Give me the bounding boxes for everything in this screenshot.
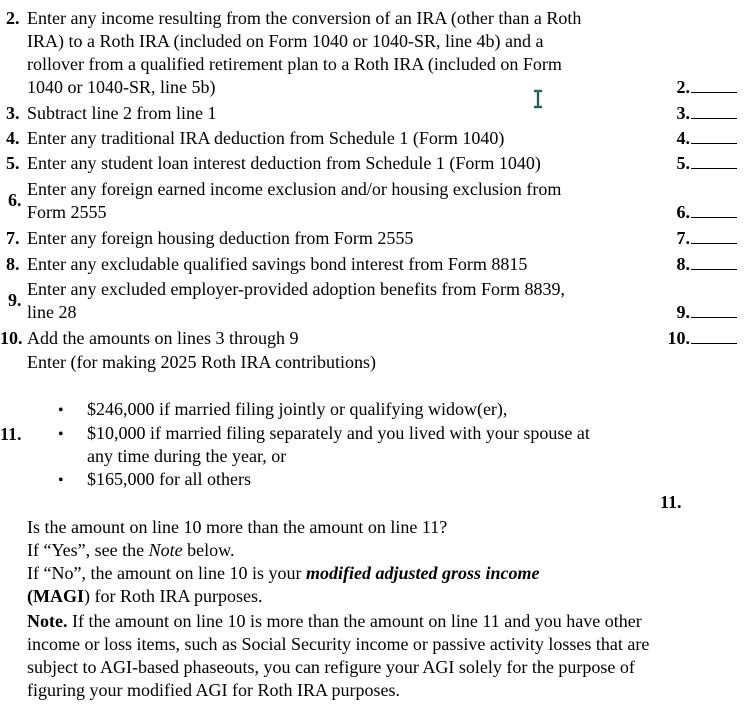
entry-field-9[interactable] (677, 301, 738, 324)
entry-field-2[interactable] (677, 76, 738, 99)
no-prefix: If “No”, the amount on line 10 is your (27, 563, 306, 583)
line-number: 3. (6, 103, 20, 123)
line-number: 4. (6, 128, 20, 148)
entry-field-11[interactable]: 11. (660, 492, 682, 512)
note-text: income or loss items, such as Social Security income or passive activity losses that are (27, 634, 650, 654)
line-text: Enter any income resulting from the conversion of an IRA (other than a Roth (27, 8, 582, 28)
bullet-item-cont: any time during the year, or (87, 446, 287, 466)
yes-instruction (27, 539, 234, 562)
bullet-icon: • (58, 402, 64, 419)
line-text: Enter any foreign housing deduction from Form 2555 (27, 228, 414, 248)
yes-suffix: below. (182, 540, 235, 560)
line-text: Enter any excluded employer-provided adoption benefits from Form 8839, (27, 279, 565, 299)
line-text: Enter any traditional IRA deduction from Schedule 1 (Form 1040) (27, 128, 505, 148)
entry-label: 10. (667, 328, 690, 348)
line-text: IRA) to a Roth IRA (included on Form 1040 or 1040-SR, line 4b) and a (27, 31, 544, 51)
entry-field-7[interactable] (677, 227, 738, 250)
entry-label: 6. (676, 202, 690, 222)
entry-field-10[interactable] (668, 327, 738, 350)
line-text: Enter any student loan interest deduction from Schedule 1 (Form 1040) (27, 153, 541, 173)
line-number: 7. (6, 228, 20, 248)
line-7 (0, 227, 747, 250)
line-number: 2. (6, 8, 20, 28)
line-9 (0, 278, 747, 324)
note-text: subject to AGI-based phaseouts, you can refigure your AGI solely for the purpose of (27, 657, 635, 677)
note-ref: Note (148, 540, 183, 560)
no-instruction (27, 562, 539, 585)
line-6 (0, 178, 747, 224)
note-text: If the amount on line 10 is more than the amount on line 11 and you have other (67, 611, 642, 631)
line-5 (0, 152, 747, 175)
note-label: Note. (27, 611, 68, 631)
entry-label: 9. (676, 302, 690, 322)
line-text: Enter any foreign earned income exclusion and/or housing exclusion from (27, 179, 562, 199)
entry-field-3[interactable] (677, 102, 738, 125)
question-text: Is the amount on line 10 more than the amount on line 11? (27, 517, 448, 537)
line-text: Enter any excludable qualified savings bond interest from Form 8815 (27, 254, 528, 274)
entry-field-5[interactable] (677, 152, 738, 175)
line-text: Add the amounts on lines 3 through 9 (27, 328, 299, 348)
line-2 (0, 7, 747, 99)
entry-label: 7. (676, 228, 690, 248)
entry-label: 8. (676, 254, 690, 274)
line-text: rollover from a qualified retirement plan to a Roth IRA (included on Form (27, 54, 562, 74)
magi-line (27, 585, 263, 608)
note-line (27, 610, 642, 633)
bullet-icon: • (58, 472, 64, 489)
magi-abbr: (MAGI (27, 586, 84, 606)
bullet-item: $165,000 for all others (87, 469, 251, 489)
line-number: 11. (0, 424, 22, 444)
entry-field-6[interactable] (677, 201, 738, 224)
entry-label: 4. (676, 128, 690, 148)
bullet-item: $246,000 if married filing jointly or qualifying widow(er), (87, 399, 508, 419)
entry-label: 2. (676, 77, 690, 97)
line-number: 10. (0, 328, 23, 348)
line-8 (0, 253, 747, 276)
line-number: 9. (8, 290, 22, 310)
magi-rest: ) for Roth IRA purposes. (84, 586, 263, 606)
line-number: 8. (6, 254, 20, 274)
line-4 (0, 127, 747, 150)
entry-label: 3. (676, 103, 690, 123)
bullet-item: $10,000 if married filing separately and you lived with your spouse at (87, 423, 590, 443)
bullet-icon: • (58, 426, 64, 443)
line-text: line 28 (27, 302, 77, 322)
yes-prefix: If “Yes”, see the (27, 540, 149, 560)
line-10 (0, 327, 747, 350)
line-11 (0, 351, 747, 511)
entry-field-8[interactable] (677, 253, 738, 276)
line-11-intro: Enter (for making 2025 Roth IRA contributions) (27, 352, 376, 372)
line-number: 5. (6, 153, 20, 173)
entry-label: 5. (676, 153, 690, 173)
magi-term: modified adjusted gross income (305, 563, 540, 583)
line-3 (0, 102, 747, 125)
magi-question (0, 516, 747, 608)
line-text: 1040 or 1040-SR, line 5b) (27, 77, 216, 97)
entry-field-4[interactable] (677, 127, 738, 150)
line-number: 6. (8, 190, 22, 210)
note-block (0, 610, 747, 706)
note-text: figuring your modified AGI for Roth IRA purposes. (27, 680, 400, 700)
line-text: Form 2555 (27, 202, 107, 222)
line-text: Subtract line 2 from line 1 (27, 103, 217, 123)
